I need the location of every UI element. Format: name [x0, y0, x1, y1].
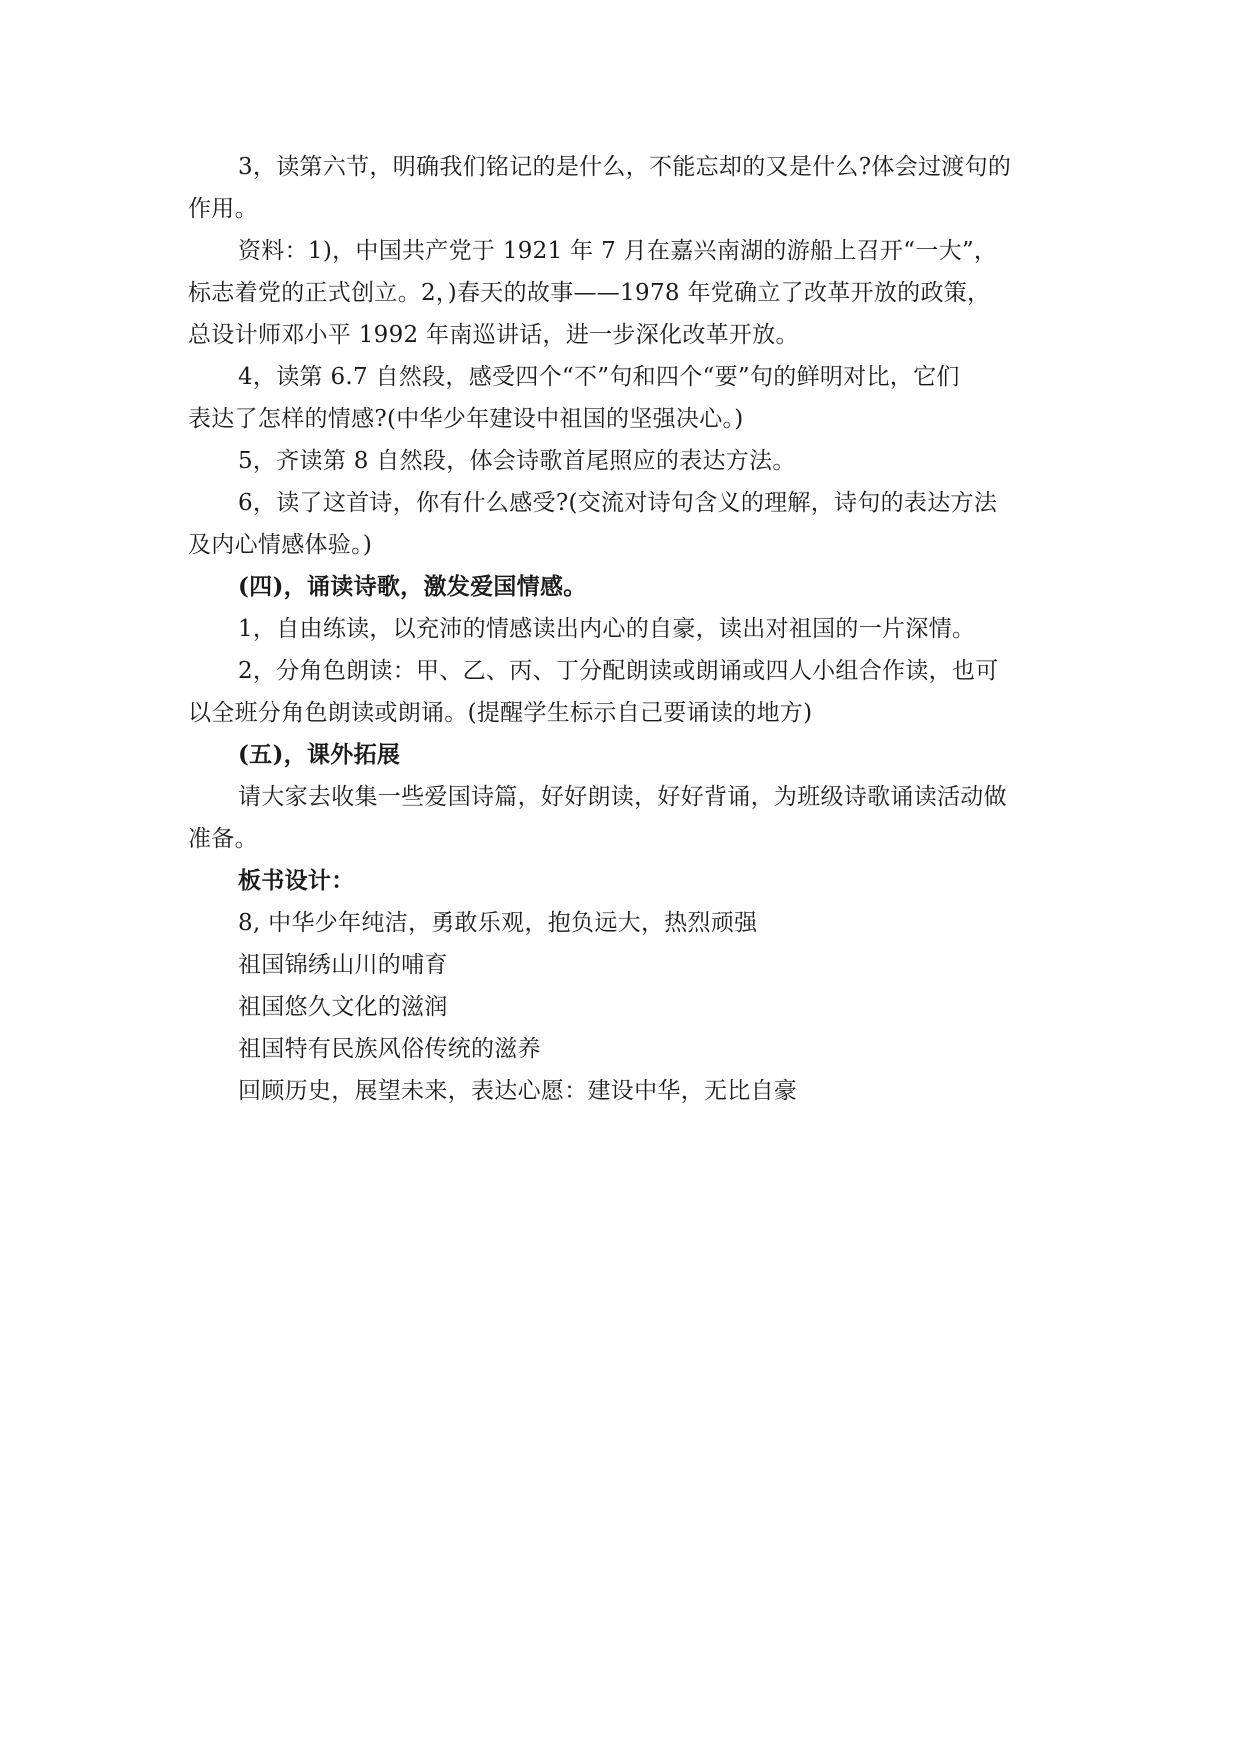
board-line: 8, 中华少年纯洁，勇敢乐观，抱负远大，热烈顽强: [238, 910, 758, 936]
paragraph-line: 作用。: [188, 196, 258, 222]
paragraph-line: 总设计师邓小平 1992 年南巡讲话，进一步深化改革开放。: [188, 322, 799, 348]
paragraph-line: 1，自由练读，以充沛的情感读出内心的自豪，读出对祖国的一片深情。: [238, 616, 976, 642]
section-heading: (五)，课外拓展: [238, 741, 401, 768]
board-design-heading: 板书设计：: [238, 867, 355, 894]
paragraph-line: 标志着党的正式创立。2，)春天的故事——1978 年党确立了改革开放的政策，: [188, 280, 991, 306]
paragraph-line: 3，读第六节，明确我们铭记的是什么，不能忘却的又是什么?体会过渡句的: [238, 154, 1012, 180]
board-line: 回顾历史，展望未来，表达心愿：建设中华，无比自豪: [238, 1078, 798, 1104]
section-heading: (四)，诵读诗歌，激发爱国情感。: [238, 573, 587, 600]
board-line: 祖国特有民族风俗传统的滋养: [238, 1036, 541, 1062]
paragraph-line: 5，齐读第 8 自然段，体会诗歌首尾照应的表达方法。: [238, 448, 796, 474]
paragraph-line: 准备。: [188, 826, 258, 852]
paragraph-line: 6，读了这首诗，你有什么感受?(交流对诗句含义的理解，诗句的表达方法: [238, 490, 998, 516]
paragraph-line: 4，读第 6.7 自然段，感受四个“不”句和四个“要”句的鲜明对比，它们: [238, 364, 960, 390]
paragraph-line: 资料：1)，中国共产党于 1921 年 7 月在嘉兴南湖的游船上召开“一大”，: [238, 238, 998, 264]
paragraph-line: 请大家去收集一些爱国诗篇，好好朗读，好好背诵，为班级诗歌诵读活动做: [238, 784, 1007, 810]
board-line: 祖国锦绣山川的哺育: [238, 952, 448, 978]
paragraph-line: 2，分角色朗读：甲、乙、丙、丁分配朗读或朗诵或四人小组合作读，也可: [238, 658, 999, 684]
paragraph-line: 表达了怎样的情感?(中华少年建设中祖国的坚强决心。): [188, 406, 744, 432]
paragraph-line: 以全班分角色朗读或朗诵。(提醒学生标示自己要诵读的地方): [188, 700, 813, 726]
board-line: 祖国悠久文化的滋润: [238, 994, 448, 1020]
paragraph-line: 及内心情感体验。): [188, 532, 373, 558]
